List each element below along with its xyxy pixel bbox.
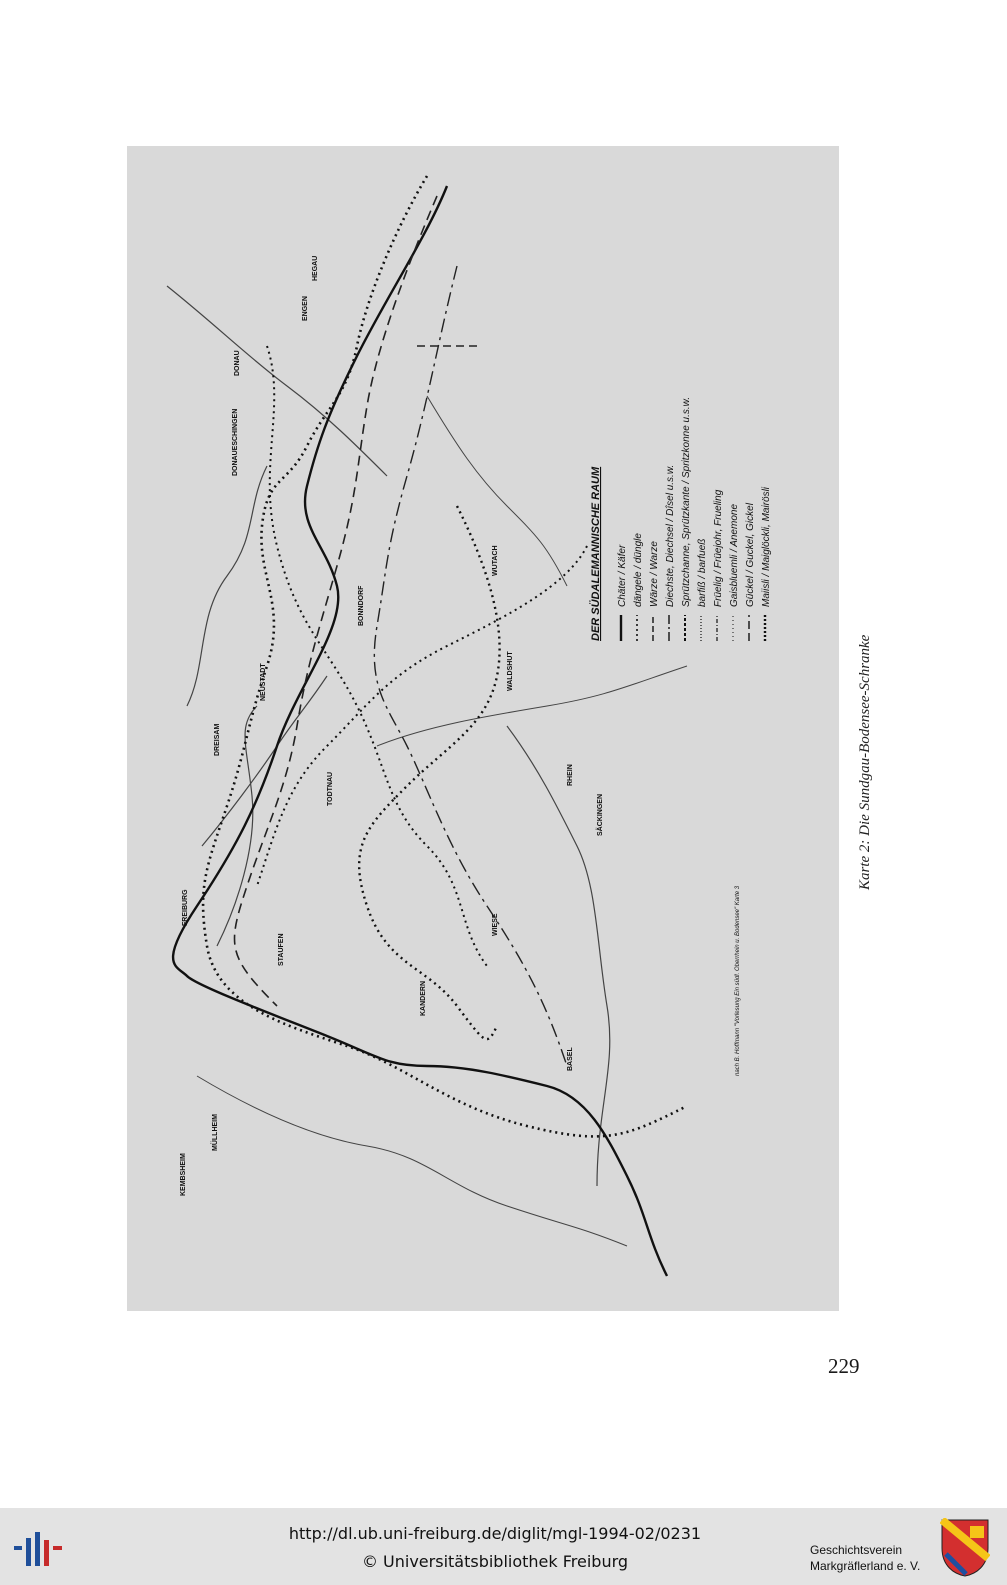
river-line: [197, 1076, 627, 1246]
place-label: HEGAU: [312, 255, 319, 281]
place-labels: [180, 256, 604, 1196]
svg-text:Sprützchanne, Sprützkante / Sp: Sprützchanne, Sprützkante / Spritzkonne u.s.w.: [681, 396, 692, 607]
svg-text:Wärze / Warze: Wärze / Warze: [649, 541, 660, 607]
isogloss-dotted: [203, 176, 687, 1136]
page-number: 229: [828, 1354, 860, 1378]
legend-item: [697, 539, 708, 641]
place-label: ENGEN: [302, 296, 309, 321]
place-label: DREISAM: [214, 723, 221, 756]
river-line: [187, 466, 267, 706]
map-source-note: nach B. Hoffmann "Vorlesung Ein südl. Oberrhein u. Bodensee" Karte 3: [735, 885, 741, 1076]
legend-item: [665, 465, 676, 641]
isogloss-dotted: [257, 546, 587, 886]
svg-text:Maiisli / Maiglöckli, Mairösli: Maiisli / Maiglöckli, Mairösli: [761, 486, 772, 607]
place-label: WALDSHUT: [507, 651, 514, 691]
legend-item: [649, 541, 660, 641]
dialect-map: [127, 146, 839, 1311]
river-rhein: [507, 726, 610, 1186]
place-label: DONAU: [234, 350, 241, 376]
place-label: FREIBURG: [182, 889, 189, 926]
map-caption: Karte 2: Die Sundgau-Bodensee-Schranke: [857, 634, 873, 890]
place-label: STAUFEN: [278, 933, 285, 966]
place-label: TODTNAU: [327, 771, 334, 806]
legend-item: [617, 544, 628, 641]
isogloss-dashed: [235, 196, 437, 1006]
place-label: KANDERN: [420, 981, 427, 1016]
society-line: Markgräflerland e. V.: [810, 1559, 921, 1573]
legend-item: [633, 533, 644, 641]
river-line: [167, 286, 387, 476]
map-drawing: [127, 146, 839, 1311]
map-legend: [589, 397, 772, 641]
place-label: SÄCKINGEN: [597, 793, 604, 836]
document-url-link[interactable]: http://dl.ub.uni-freiburg.de/diglit/mgl-1994-02/0231: [288, 1524, 702, 1543]
place-label: WIESE: [492, 913, 499, 936]
legend-item: [681, 397, 692, 641]
place-label: KEMBSHEIM: [180, 1153, 187, 1196]
copyright-text: © Universitätsbibliothek Freiburg: [361, 1552, 629, 1571]
place-label: BASEL: [567, 1047, 574, 1071]
place-label: BONNDORF: [358, 585, 365, 626]
place-label: WUTACH: [492, 545, 499, 576]
place-label: MÜLLHEIM: [212, 1114, 219, 1151]
svg-text:Früelig / Früejohr, Frueling: Früelig / Früejohr, Frueling: [713, 489, 724, 607]
legend-item: [745, 502, 756, 641]
isogloss-dotted: [359, 506, 499, 1039]
society-name: [810, 1542, 920, 1574]
place-label: NEUSTADT: [260, 663, 267, 701]
svg-text:Gaisbluemli / Anemone: Gaisbluemli / Anemone: [729, 503, 740, 607]
legend-item: [729, 504, 740, 641]
footer-bar: [0, 1508, 1007, 1585]
svg-text:Diechste, Diechsel / Dîsel u.s: Diechste, Diechsel / Dîsel u.s.w.: [665, 464, 676, 607]
river-line: [377, 666, 687, 746]
legend-title: DER SÜDALEMANNISCHE RAUM: [590, 466, 602, 641]
coat-of-arms-icon[interactable]: [940, 1518, 990, 1578]
svg-text:barfiß / barfueß: barfiß / barfueß: [697, 538, 708, 607]
place-label: DONAUESCHINGEN: [232, 408, 239, 476]
legend-item: [761, 486, 772, 641]
society-line: Geschichtsverein: [810, 1543, 903, 1557]
isogloss-dashdot: [374, 266, 567, 1066]
svg-text:Chäter / Käfer: Chäter / Käfer: [617, 544, 628, 607]
place-label: RHEIN: [567, 764, 574, 786]
svg-text:dängele / düngle: dängele / düngle: [633, 533, 644, 607]
river-line: [217, 706, 257, 946]
svg-text:Gückel / Guckel, Gickel: Gückel / Guckel, Gickel: [745, 503, 756, 607]
legend-item: [713, 489, 724, 641]
